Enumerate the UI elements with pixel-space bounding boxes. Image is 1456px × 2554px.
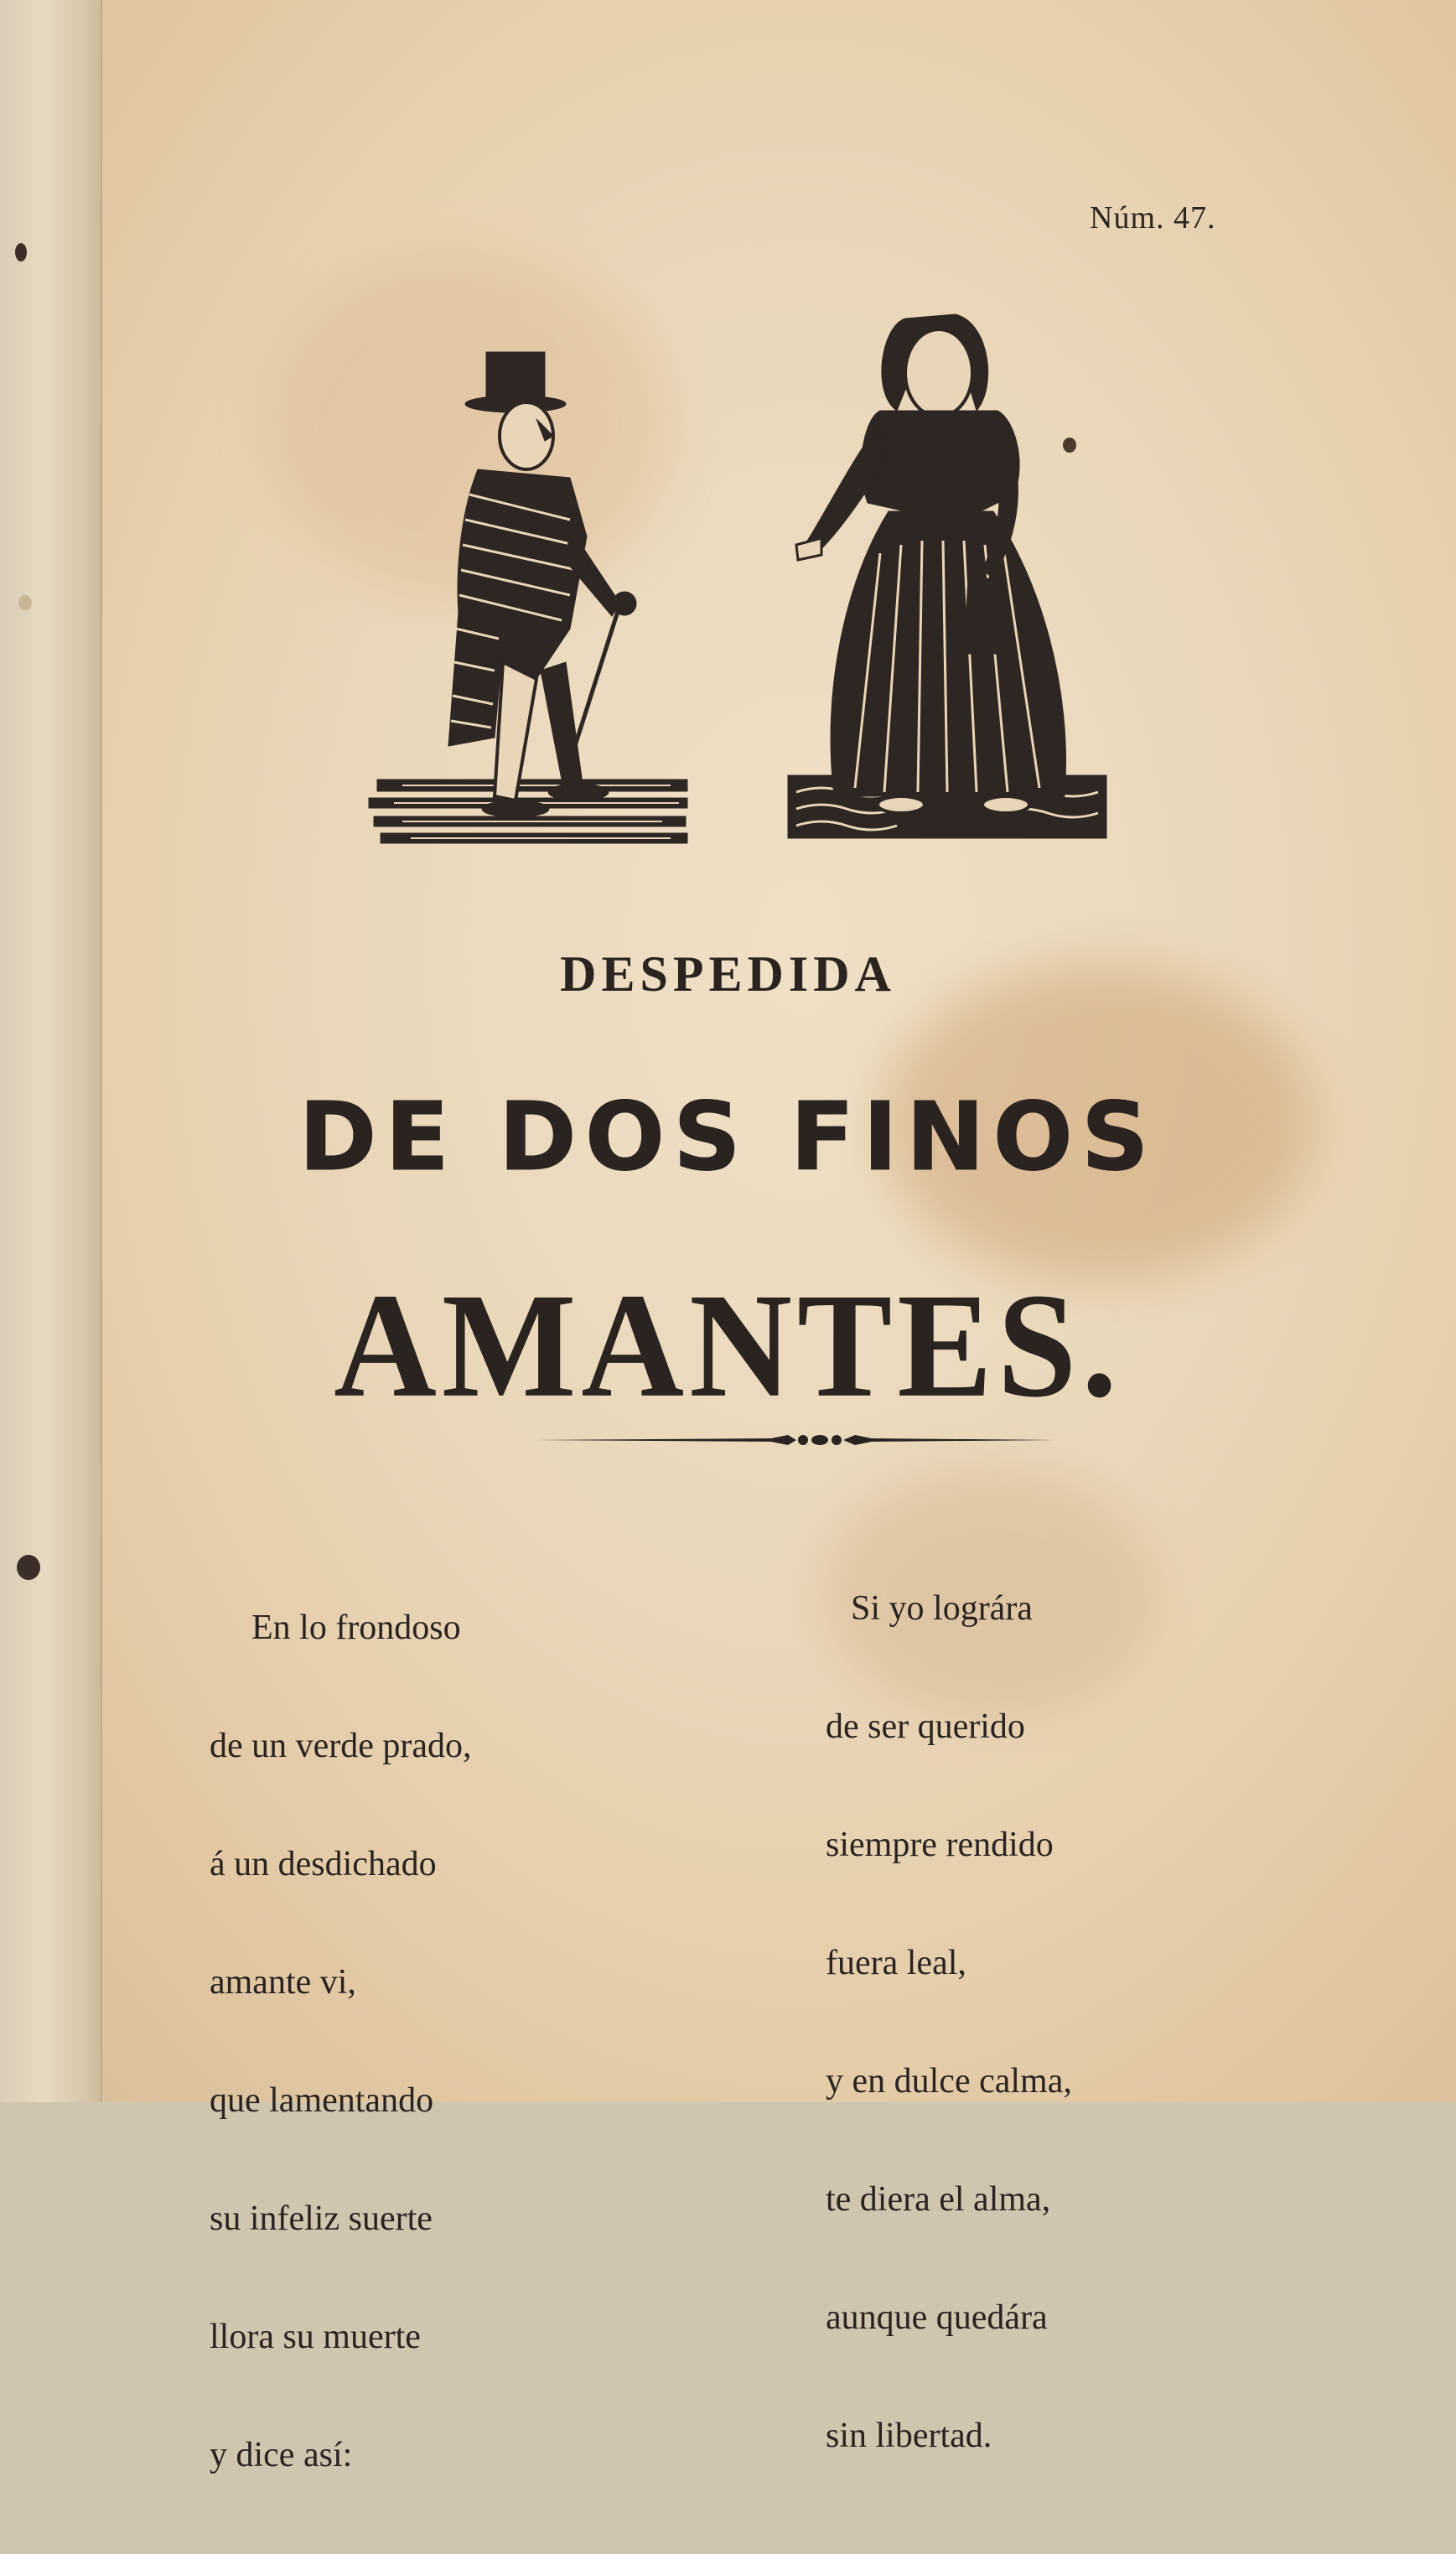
ornamental-rule <box>536 1425 1056 1455</box>
verse-line: sin libertad. <box>826 2417 992 2455</box>
man-woodcut-illustration <box>369 327 704 872</box>
verse-line: que lamentando <box>210 2081 434 2120</box>
title-line-de-dos-finos: DE DOS FINOS <box>298 1083 1158 1192</box>
verse-line: siempre rendido <box>826 1826 1054 1864</box>
verse-left-column <box>210 1530 472 2554</box>
title-line-despedida: DESPEDIDA <box>560 946 896 1002</box>
verse-line: amante vi, <box>210 1963 356 2002</box>
verse-line: llora su muerte <box>210 2318 421 2356</box>
binding-hole <box>15 243 27 262</box>
verse-line: y dice así: <box>210 2436 353 2474</box>
verse-line: aunque quedára <box>826 2298 1048 2337</box>
verse-line: En lo frondoso <box>251 1609 461 1647</box>
binding-gutter <box>0 0 102 2102</box>
verse-line: y en dulce calma, <box>826 2062 1072 2101</box>
verse-line: de ser querido <box>826 1707 1025 1746</box>
binding-hole <box>17 1555 40 1580</box>
binding-hole <box>18 595 32 610</box>
verse-line: á un desdichado <box>210 1845 437 1883</box>
verse-line: su infeliz suerte <box>210 2199 433 2238</box>
title-line-amantes: AMANTES. <box>334 1262 1122 1428</box>
page-number: Núm. 47. <box>1090 200 1216 236</box>
verse-line: te diera el alma, <box>826 2180 1051 2219</box>
woman-woodcut-illustration <box>788 302 1106 863</box>
verse-line: de un verde prado, <box>210 1727 472 1765</box>
verse-line: fuera leal, <box>826 1944 966 1982</box>
verse-line: Si yo lográra <box>851 1589 1033 1628</box>
verse-right-column <box>826 1510 1072 2535</box>
